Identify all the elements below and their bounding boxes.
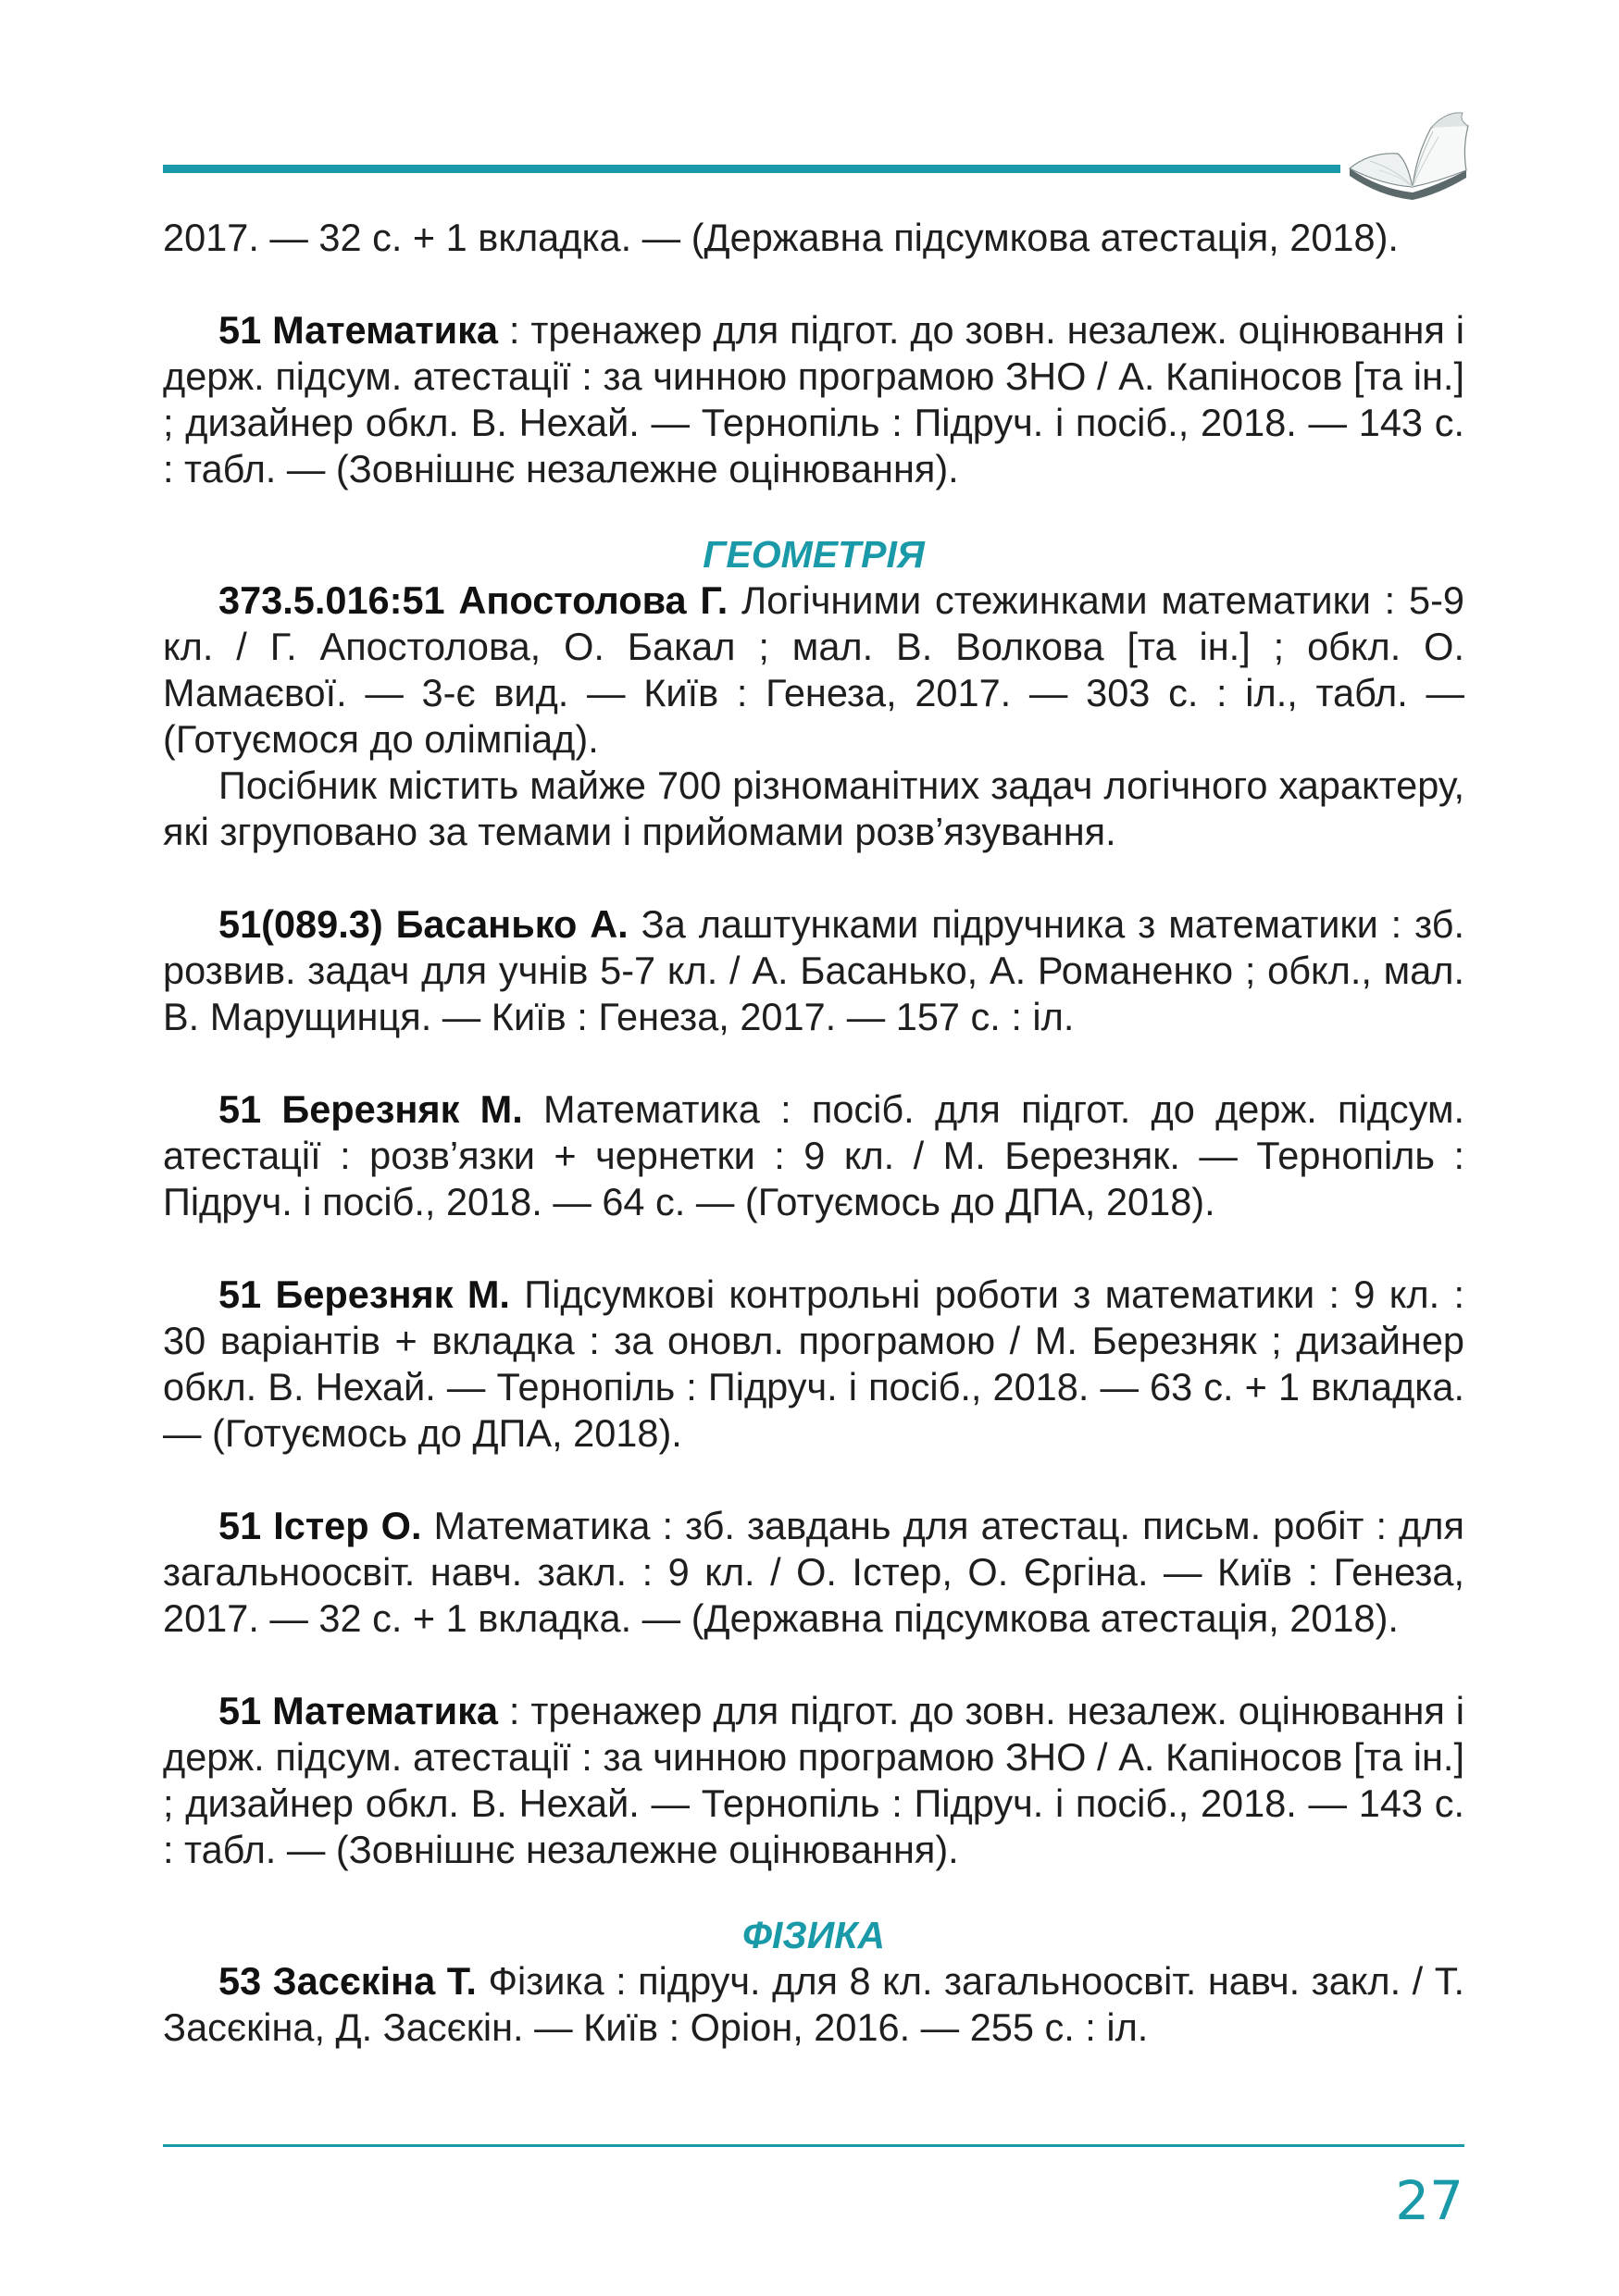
entry-heading: 51 Математика <box>218 1689 499 1732</box>
header-rule <box>163 165 1340 173</box>
bibliography-entry <box>163 901 1464 1040</box>
entry-text: Посібник містить майже 700 різноманітних задач логічного характеру, які згруповано за темами і прийомами розв’язування. <box>163 763 1464 853</box>
entry-paragraph <box>163 1086 1464 1225</box>
entry-text: За лаштунками підручника з математики : зб. розвив. задач для учнів 5-7 кл. / А. Басанько, А. Романенко ; обкл., мал. В. Марущинця. — Київ : Генеза, 2017. — 157 с. : іл. <box>163 902 1464 1038</box>
entry-text: Фізика : підруч. для 8 кл. загальноосвіт. навч. закл. / Т. Засєкіна, Д. Засєкін. — Київ : Оріон, 2016. — 255 с. : іл. <box>163 1959 1464 2049</box>
section-heading: ГЕОМЕТРІЯ <box>703 533 925 576</box>
bibliography-entry <box>163 1086 1464 1225</box>
entry-paragraph <box>163 577 1464 763</box>
entry-continuation <box>163 215 1464 261</box>
section-heading: ФІЗИКА <box>741 1914 886 1956</box>
bibliography-entry <box>163 1958 1464 2051</box>
entry-text: Математика : посіб. для підгот. до держ. підсум. атестації : розв’язки + чернетки : 9 кл. / М. Березняк. — Тернопіль : Підруч. і посіб., 2018. — 64 с. — (Готуємось до ДПА, 2018). <box>163 1087 1465 1223</box>
entry-paragraph <box>163 1503 1464 1642</box>
entry-heading: 51 Математика <box>218 308 499 352</box>
entry-heading: 51 Березняк М. <box>218 1087 523 1131</box>
entry-paragraph <box>163 307 1464 492</box>
entry-text: Логічними стежинками математики : 5-9 кл. / Г. Апостолова, О. Бакал ; мал. В. Волкова [та ін.] ; обкл. О. Мамаєвої. — 3-є вид. — Київ : Генеза, 2017. — 303 с. : іл., табл. — (Готуємося до олімпіад). <box>163 578 1464 761</box>
open-book-icon <box>1342 104 1472 205</box>
bibliography-entry <box>163 307 1464 492</box>
entry-paragraph <box>163 215 1464 261</box>
entry-text: Математика : зб. завдань для атестац. письм. робіт : для загальноосвіт. навч. закл. : 9 кл. / О. Істер, О. Єргіна. — Київ : Генеза, 2017. — 32 с. + 1 вкладка. — (Державна підсумкова атестація, 2018). <box>163 1504 1464 1640</box>
entry-text: : тренажер для підгот. до зовн. незалеж. оцінювання і держ. підсум. атестації : за чинною програмою ЗНО / А. Капіносов [та ін.] ; дизайнер обкл. В. Нехай. — Тернопіль : Підруч. і посіб., 2018. — 143 с. : табл. — (Зовнішнє незалежне оцінювання). <box>163 1689 1464 1871</box>
entry-paragraph <box>163 901 1464 1040</box>
entry-heading: 51 Березняк М. <box>218 1272 510 1316</box>
entry-heading: 373.5.016:51 Апостолова Г. <box>218 578 729 622</box>
entry-heading: 53 Засєкіна Т. <box>218 1959 477 2003</box>
entry-paragraph <box>163 1688 1464 1873</box>
footer-rule <box>163 2144 1464 2147</box>
entry-text: : тренажер для підгот. до зовн. незалеж. оцінювання і держ. підсум. атестації : за чинною програмою ЗНО / А. Капіносов [та ін.] ; дизайнер обкл. В. Нехай. — Тернопіль : Підруч. і посіб., 2018. — 143 с. : табл. — (Зовнішнє незалежне оцінювання). <box>163 308 1464 490</box>
page-number: 27 <box>1395 2169 1463 2232</box>
bibliography-content <box>163 215 1464 2097</box>
entry-paragraph <box>163 1272 1464 1457</box>
bibliography-entry <box>163 577 1464 855</box>
entry-text: 2017. — 32 с. + 1 вкладка. — (Державна підсумкова атестація, 2018). <box>163 216 1399 259</box>
entry-heading: 51(089.3) Басанько А. <box>218 902 629 946</box>
entry-annotation <box>163 763 1464 855</box>
bibliography-entry <box>163 1503 1464 1642</box>
entry-text: Підсумкові контрольні роботи з математики : 9 кл. : 30 варіантів + вкладка : за оновл. програмою / М. Березняк ; дизайнер обкл. В. Нехай. — Тернопіль : Підруч. і посіб., 2018. — 63 с. + 1 вкладка. — (Готуємось до ДПА, 2018). <box>163 1272 1464 1455</box>
bibliography-entry <box>163 1272 1464 1457</box>
entry-paragraph <box>163 1958 1464 2051</box>
entry-heading: 51 Істер О. <box>218 1504 422 1547</box>
bibliography-entry <box>163 1688 1464 1873</box>
